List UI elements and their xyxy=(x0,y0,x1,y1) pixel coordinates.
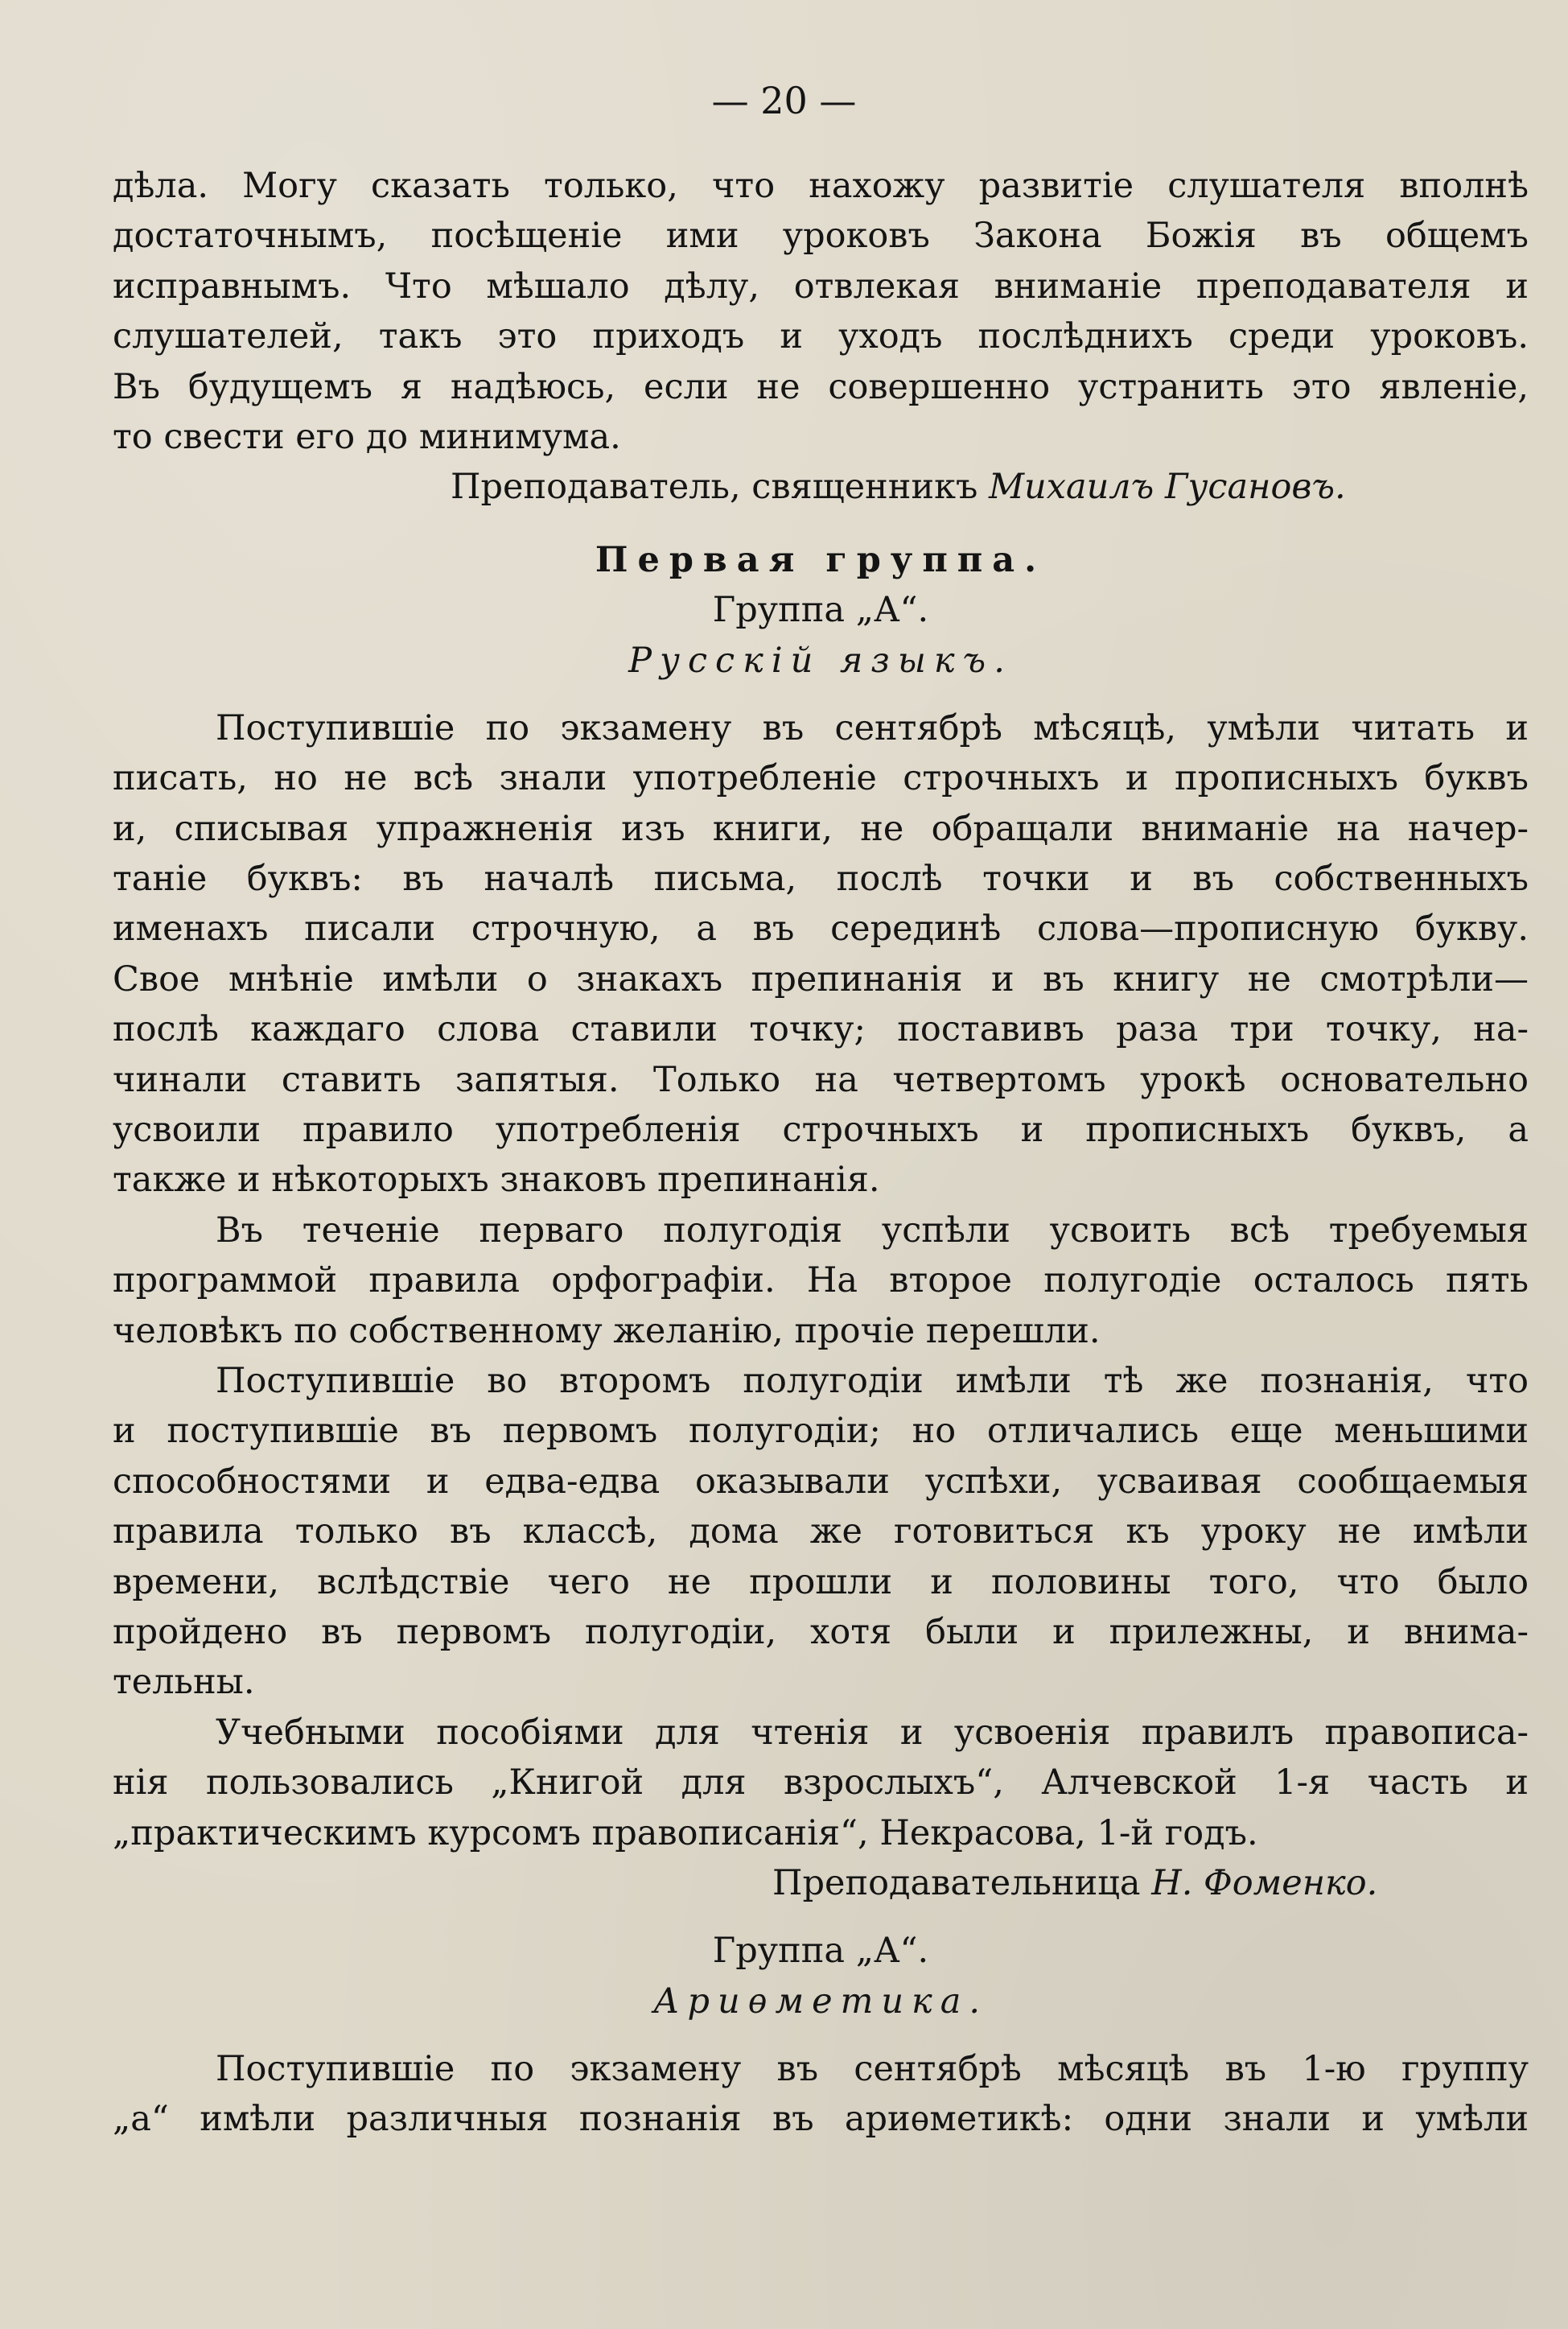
text-line: Учебными пособіями для чтенія и усвоенія правилъ правописа- xyxy=(216,1712,1529,1753)
signature-teacher-1 xyxy=(113,462,1529,512)
text-line: дѣла. Могу сказать только, что нахожу развитіе слушателя вполнѣ xyxy=(113,166,1529,206)
text-line: также и нѣкоторыхъ знаковъ препинанія. xyxy=(113,1160,880,1201)
subject-heading: Ариѳметика. xyxy=(652,1981,989,2022)
text-line: Въ будущемъ я надѣюсь, если не совершенно устранить это явленіе, xyxy=(113,366,1529,407)
text-line: именахъ писали строчную, а въ серединѣ слова—прописную букву. xyxy=(113,909,1529,950)
signature-name: Н. Фоменко. xyxy=(1151,1862,1378,1903)
text-line: слушателей, такъ это приходъ и уходъ послѣднихъ среди уроковъ. xyxy=(113,316,1529,357)
text-line: Поступившіе по экзамену въ сентябрѣ мѣсяцѣ, умѣли читать и xyxy=(216,707,1529,748)
text-line: Поступившіе по экзамену въ сентябрѣ мѣсяцѣ въ 1-ю группу xyxy=(216,2049,1529,2090)
text-line: то свести его до минимума. xyxy=(113,416,621,457)
text-line: нія пользовались „Книгой для взрослыхъ“, Алчевской 1-я часть и xyxy=(113,1762,1529,1803)
text-line: Поступившіе во второмъ полугодіи имѣли тѣ же познанія, что xyxy=(216,1360,1529,1401)
text-line: человѣкъ по собственному желанію, прочіе перешли. xyxy=(113,1310,1101,1351)
text-line: и поступившіе въ первомъ полугодіи; но отличались еще меньшими xyxy=(113,1411,1529,1452)
text-line: способностями и едва-едва оказывали успѣхи, усваивая сообщаемыя xyxy=(113,1461,1529,1502)
text-line: достаточнымъ, посѣщеніе ими уроковъ Закона Божія въ общемъ xyxy=(113,216,1529,257)
text-line: пройдено въ первомъ полугодіи, хотя были и прилежны, и внима- xyxy=(113,1611,1529,1652)
text-line: и, списывая упражненія изъ книги, не обращали вниманіе на начер- xyxy=(113,808,1529,849)
text-line: чинали ставить запятыя. Только на четвертомъ урокѣ основательно xyxy=(113,1059,1529,1100)
section-heading: Первая группа. xyxy=(595,539,1047,580)
text-line: таніе буквъ: въ началѣ письма, послѣ точки и въ собственныхъ xyxy=(113,859,1529,900)
text-line: Въ теченіе перваго полугодія успѣли усвоить всѣ требуемыя xyxy=(216,1210,1529,1251)
group-heading: Группа „А“. xyxy=(712,1931,929,1972)
text-line: послѣ каждаго слова ставили точку; поставивъ раза три точку, на- xyxy=(113,1009,1529,1050)
text-line: Свое мнѣніе имѣли о знакахъ препинанія и въ книгу не смотрѣли— xyxy=(113,958,1529,1000)
text-line: тельны. xyxy=(113,1662,255,1703)
text-line: „а“ имѣли различныя познанія въ ариѳметикѣ: одни знали и умѣли xyxy=(113,2099,1529,2140)
text-line: программой правила орфографіи. На второе полугодіе осталось пять xyxy=(113,1260,1529,1301)
subject-heading: Русскій языкъ. xyxy=(628,640,1013,681)
signature-role: Преподавательница xyxy=(772,1862,1152,1903)
page-text xyxy=(113,161,1529,2145)
text-line: „практическимъ курсомъ правописанія“, Некрасова, 1-й годъ. xyxy=(113,1812,1258,1853)
text-line: усвоили правило употребленія строчныхъ и прописныхъ буквъ, а xyxy=(113,1110,1529,1151)
signature-role: Преподаватель, священникъ xyxy=(451,467,989,508)
signature-name: Михаилъ Гусановъ. xyxy=(989,467,1346,508)
page-number: — 20 — xyxy=(711,79,857,122)
text-line: правила только въ классѣ, дома же готовиться къ уроку не имѣли xyxy=(113,1511,1529,1552)
signature-teacher-2 xyxy=(113,1858,1529,1908)
group-heading: Группа „А“. xyxy=(712,590,929,631)
text-line: писать, но не всѣ знали употребленіе строчныхъ и прописныхъ буквъ xyxy=(113,758,1529,799)
text-line: исправнымъ. Что мѣшало дѣлу, отвлекая вниманіе преподавателя и xyxy=(113,266,1529,307)
text-line: времени, вслѣдствіе чего не прошли и половины того, что было xyxy=(113,1561,1529,1602)
